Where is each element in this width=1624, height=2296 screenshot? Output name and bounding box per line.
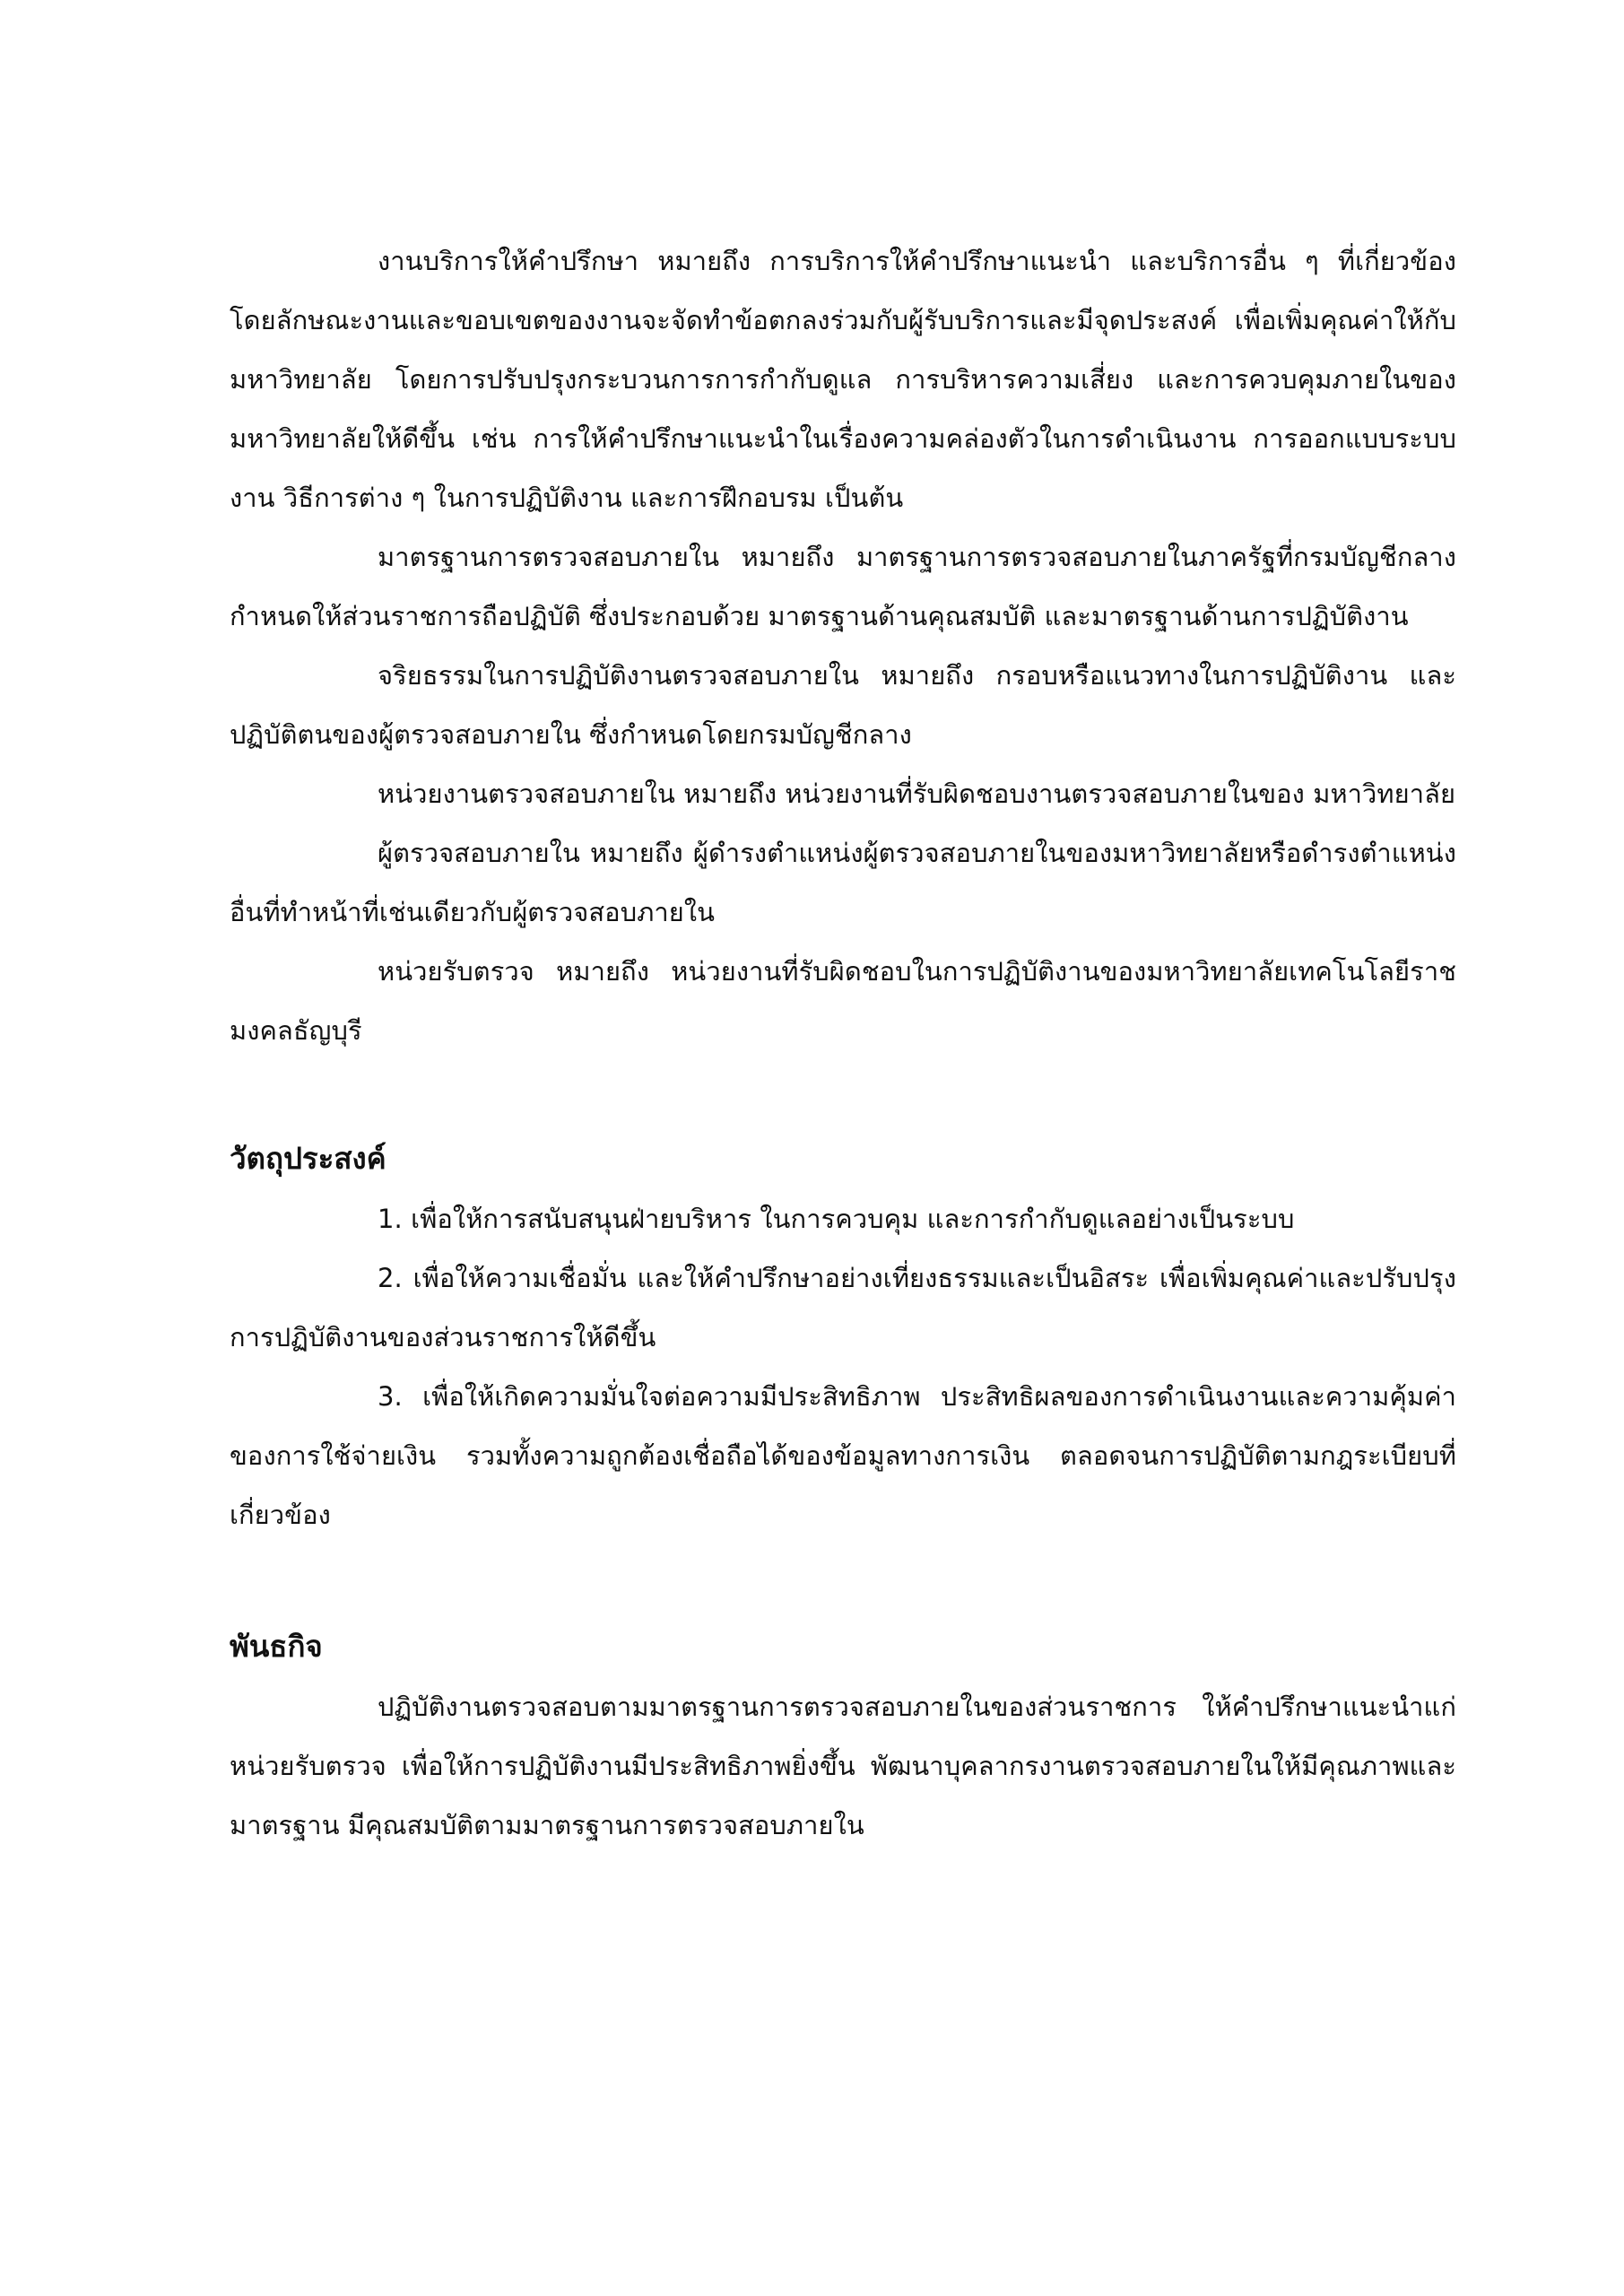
objective-item-3: 3. เพื่อให้เกิดความมั่นใจต่อความมีประสิทธิภาพ ประสิทธิผลของการดำเนินงานและความคุ้มค่าของการใช้จ่ายเงิน รวมทั้งความถูกต้องเชื่อถือได้ของข้อมูลทางการเงิน ตลอดจนการปฏิบัติตามกฎระเบียบที่เกี่ยวข้อง	[230, 1381, 1456, 1530]
definition-consulting-service: งานบริการให้คำปรึกษา หมายถึง การบริการให้คำปรึกษาแนะนำ และบริการอื่น ๆ ที่เกี่ยวข้อง โดยลักษณะงานและขอบเขตของงานจะจัดทำข้อตกลงร่วมกับผู้รับบริการและมีจุดประสงค์ เพื่อเพิ่มคุณค่าให้กับมหาวิทยาลัย โดยการปรับปรุงกระบวนการการกำกับดูแล การบริหารความเสี่ยง และการควบคุมภายในของมหาวิทยาลัยให้ดีขึ้น เช่น การให้คำปรึกษาแนะนำในเรื่องความคล่องตัวในการดำเนินงาน การออกแบบระบบงาน วิธีการต่าง ๆ ในการปฏิบัติงาน และการฝึกอบรม เป็นต้น	[230, 246, 1456, 513]
definition-auditee: หน่วยรับตรวจ หมายถึง หน่วยงานที่รับผิดชอบในการปฏิบัติงานของมหาวิทยาลัยเทคโนโลยีราชมงคลธัญบุรี	[230, 956, 1456, 1046]
mission-text: ปฏิบัติงานตรวจสอบตามมาตรฐานการตรวจสอบภายในของส่วนราชการ ให้คำปรึกษาแนะนำแก่หน่วยรับตรวจ เพื่อให้การปฏิบัติงานมีประสิทธิภาพยิ่งขึ้น พัฒนาบุคลากรงานตรวจสอบภายในให้มีคุณภาพและมาตรฐาน มีคุณสมบัติตามมาตรฐานการตรวจสอบภายใน	[230, 1692, 1456, 1840]
document-body	[230, 231, 1456, 1855]
definition-internal-auditor: ผู้ตรวจสอบภายใน หมายถึง ผู้ดำรงตำแหน่งผู้ตรวจสอบภายในของมหาวิทยาลัยหรือดำรงตำแหน่งอื่นที่ทำหน้าที่เช่นเดียวกับผู้ตรวจสอบภายใน	[230, 838, 1456, 927]
definition-audit-ethics: จริยธรรมในการปฏิบัติงานตรวจสอบภายใน หมายถึง กรอบหรือแนวทางในการปฏิบัติงาน และปฏิบัติตนของผู้ตรวจสอบภายใน ซึ่งกำหนดโดยกรมบัญชีกลาง	[230, 660, 1456, 750]
definition-audit-standards: มาตรฐานการตรวจสอบภายใน หมายถึง มาตรฐานการตรวจสอบภายในภาครัฐที่กรมบัญชีกลางกำหนดให้ส่วนราชการถือปฏิบัติ ซึ่งประกอบด้วย มาตรฐานด้านคุณสมบัติ และมาตรฐานด้านการปฏิบัติงาน	[230, 542, 1456, 631]
definition-audit-unit: หน่วยงานตรวจสอบภายใน หมายถึง หน่วยงานที่รับผิดชอบงานตรวจสอบภายในของ มหาวิทยาลัย	[378, 778, 1456, 809]
mission-heading: พันธกิจ	[230, 1629, 323, 1664]
objective-item-2: 2. เพื่อให้ความเชื่อมั่น และให้คำปรึกษาอย่างเที่ยงธรรมและเป็นอิสระ เพื่อเพิ่มคุณค่าและปรับปรุงการปฏิบัติงานของส่วนราชการให้ดีขึ้น	[230, 1263, 1456, 1352]
objectives-heading: วัตถุประสงค์	[230, 1141, 386, 1176]
objective-item-1: 1. เพื่อให้การสนับสนุนฝ่ายบริหาร ในการควบคุม และการกำกับดูแลอย่างเป็นระบบ	[378, 1204, 1295, 1234]
